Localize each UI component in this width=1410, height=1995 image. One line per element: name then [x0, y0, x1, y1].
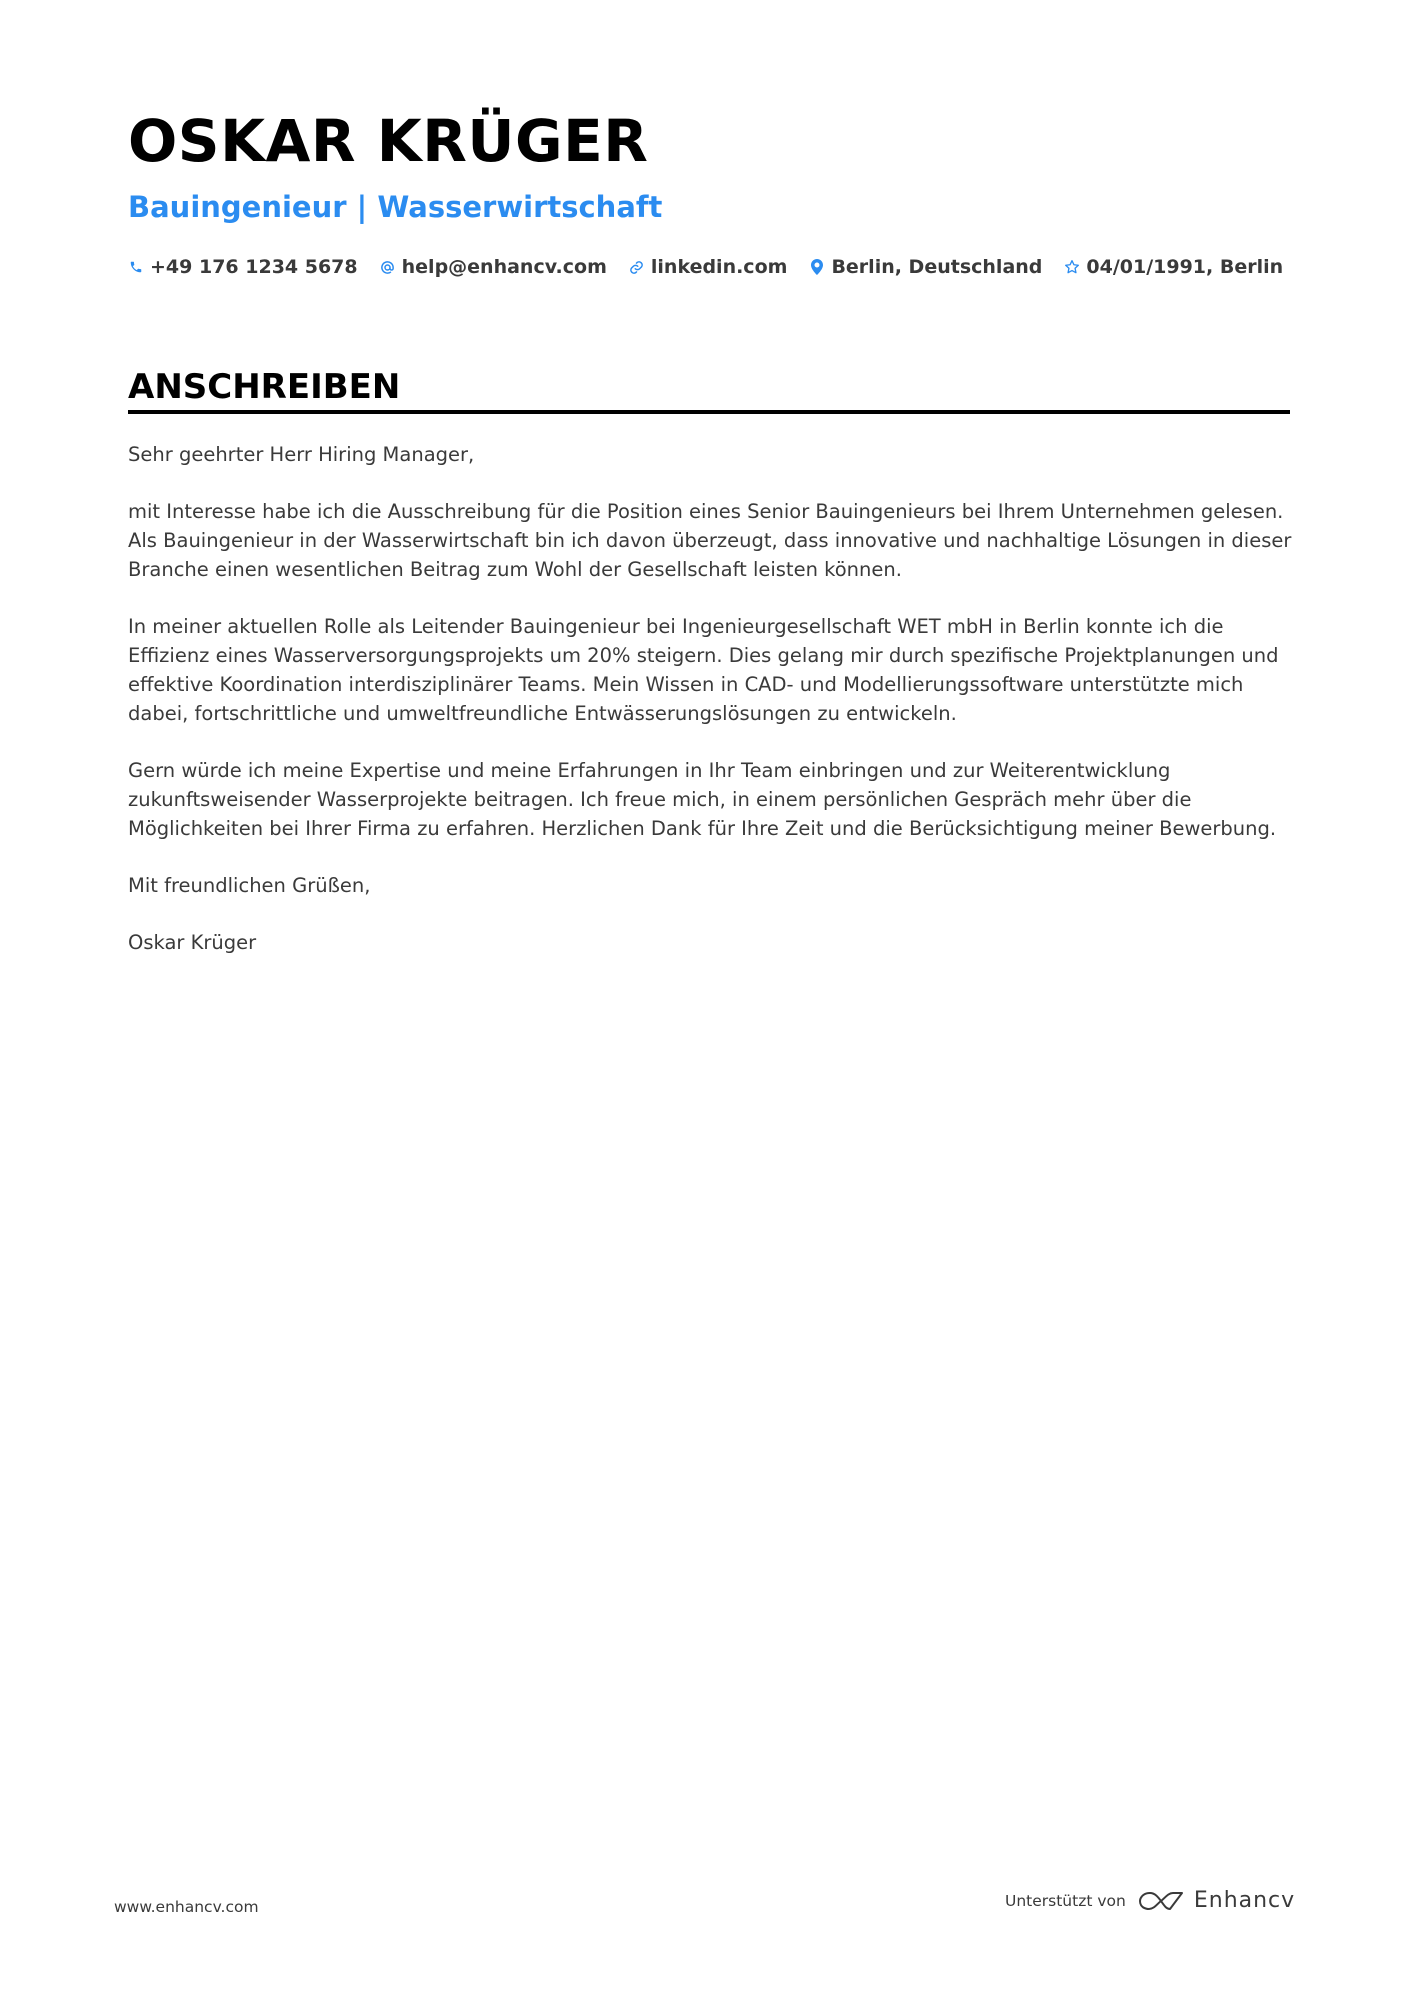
contact-birth-text: 04/01/1991, Berlin [1086, 256, 1284, 278]
letter-paragraph: In meiner aktuellen Rolle als Leitender Bauingenieur bei Ingenieurgesellschaft WET mbH in Berlin konnte ich die Effizienz eines Wasserversorgungsprojekts um 20% steigern. Dies gelang mir durch spezifische Projektplanungen und effektive Koordination interdisziplinärer Teams. Mein Wissen in CAD- und Modellierungssoftware unterstützte mich dabei, fortschrittliche und umweltfreundliche Entwässerungslösungen zu entwickeln. [128, 615, 1279, 725]
contact-location-text: Berlin, Deutschland [831, 256, 1043, 278]
footer-branding[interactable] [1005, 1888, 1295, 1913]
letter-signature: Oskar Krüger [128, 931, 257, 954]
section-title: ANSCHREIBEN [128, 367, 401, 407]
contact-linkedin-text: linkedin.com [650, 256, 788, 278]
contact-phone-text: +49 176 1234 5678 [150, 256, 358, 278]
enhancv-logo-text: Enhancv [1193, 1888, 1296, 1913]
phone-icon [128, 258, 144, 276]
letter-paragraph: Gern würde ich meine Expertise und meine Erfahrungen in Ihr Team einbringen und zur Weiterentwicklung zukunftsweisender Wasserprojekte beitragen. Ich freue mich, in einem persönlichen Gespräch mehr über die Möglichkeiten bei Ihrer Firma zu erfahren. Herzlichen Dank für Ihre Zeit und die Berücksichtigung meiner Bewerbung. [128, 759, 1277, 840]
contact-linkedin[interactable] [629, 256, 788, 278]
section-divider [128, 410, 1290, 414]
location-pin-icon [809, 258, 825, 276]
contact-location [809, 256, 1042, 278]
link-icon [629, 258, 645, 276]
contact-email[interactable] [380, 256, 607, 278]
contact-bar [128, 256, 1305, 278]
contact-birth [1064, 256, 1283, 278]
job-headline: Bauingenieur | Wasserwirtschaft [128, 190, 663, 224]
powered-by-label: Unterstützt von [1005, 1891, 1126, 1910]
footer-website-link[interactable]: www.enhancv.com [114, 1898, 259, 1916]
enhancv-logo-icon [1138, 1889, 1184, 1913]
letter-paragraph: mit Interesse habe ich die Ausschreibung für die Position eines Senior Bauingenieurs bei Ihrem Unternehmen gelesen. Als Bauingenieur in der Wasserwirtschaft bin ich davon überzeugt, dass innovative und nachhaltige Lösungen in dieser Branche einen wesentlichen Beitrag zum Wohl der Gesellschaft leisten können. [128, 500, 1292, 581]
star-icon [1064, 258, 1080, 276]
letter-closing: Mit freundlichen Grüßen, [128, 874, 371, 897]
contact-phone[interactable] [128, 256, 358, 278]
letter-body [128, 440, 1293, 985]
letter-salutation: Sehr geehrter Herr Hiring Manager, [128, 443, 475, 466]
applicant-name: OSKAR KRÜGER [128, 107, 649, 175]
at-icon [380, 258, 396, 276]
contact-email-text: help@enhancv.com [401, 256, 607, 278]
